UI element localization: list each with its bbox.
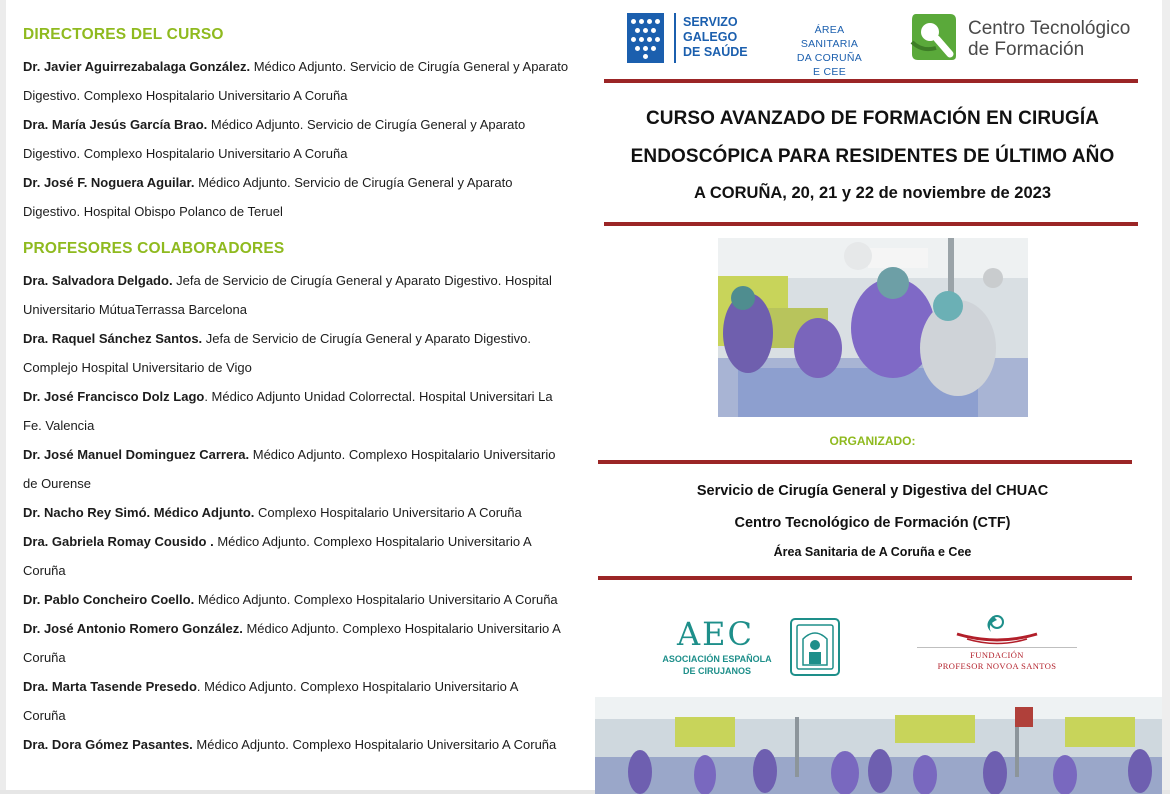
sergas-logo	[627, 13, 867, 78]
fundacion-line: PROFESOR NOVOA SANTOS	[937, 661, 1057, 671]
divider	[917, 647, 1077, 648]
person-role: Médico Adjunto. Complexo Hospitalario Universitario A	[242, 621, 561, 636]
course-title-line: CURSO AVANZADO DE FORMACIÓN EN CIRUGÍA	[645, 108, 1100, 129]
area-sanitaria-wordmark	[792, 23, 867, 79]
person-role: Médico Adjunto. Servicio de Cirugía General y Aparato	[207, 117, 526, 132]
person-affiliation: Coruña	[23, 563, 66, 578]
ctf-wordmark	[968, 18, 1130, 60]
professor-entry	[23, 498, 583, 527]
organized-label: ORGANIZADO:	[829, 434, 916, 448]
ctf-emblem-icon	[910, 12, 958, 62]
person-affiliation: Digestivo. Complexo Hospitalario Universitario A Coruña	[23, 88, 348, 103]
person-name: Dr. Javier Aguirrezabalaga González.	[23, 59, 251, 74]
professors-list	[23, 266, 583, 759]
faculty-column	[23, 18, 583, 759]
professors-heading: PROFESORES COLABORADORES	[23, 240, 285, 257]
person-role: Médico Adjunto. Complexo Hospitalario Universitario	[249, 447, 556, 462]
professor-entry	[23, 672, 583, 730]
course-column	[595, 0, 1162, 794]
divider-rule	[604, 222, 1138, 226]
director-entry	[23, 110, 583, 168]
person-name: Dra. María Jesús García Brao.	[23, 117, 208, 132]
director-entry	[23, 52, 583, 110]
directors-list	[23, 52, 583, 226]
divider	[674, 13, 676, 63]
organizer-line: Centro Tecnológico de Formación (CTF)	[734, 515, 1011, 531]
operating-room-panorama-photo	[595, 697, 1162, 794]
organizer-line: Servicio de Cirugía General y Digestiva del CHUAC	[696, 483, 1049, 499]
professor-entry	[23, 730, 583, 759]
professor-entry	[23, 382, 583, 440]
directors-heading: DIRECTORES DEL CURSO	[23, 26, 224, 43]
aec-line: ASOCIACIÓN ESPAÑOLA	[662, 654, 772, 664]
professor-entry	[23, 440, 583, 498]
person-role: Médico Adjunto. Servicio de Cirugía General y Aparato	[194, 175, 513, 190]
aec-subtitle	[657, 653, 777, 677]
person-name: Dr. José Francisco Dolz Lago	[23, 389, 205, 404]
person-role: Jefa de Servicio de Cirugía General y Aparato Digestivo.	[202, 331, 531, 346]
director-entry	[23, 168, 583, 226]
course-title	[595, 100, 1150, 176]
course-title-line: ENDOSCÓPICA PARA RESIDENTES DE ÚLTIMO AÑO	[630, 146, 1115, 167]
area-line: ÁREA SANITARIA	[800, 24, 859, 50]
professor-entry	[23, 614, 583, 672]
professor-entry	[23, 527, 583, 585]
ctf-line: Centro Tecnológico	[968, 18, 1131, 39]
divider-rule	[604, 79, 1138, 83]
operating-room-photo	[718, 238, 1028, 417]
professor-entry	[23, 324, 583, 382]
person-role: . Médico Adjunto. Complexo Hospitalario Universitario A	[196, 679, 519, 694]
person-role: Médico Adjunto. Complexo Hospitalario Universitario A Coruña	[194, 592, 558, 607]
ctf-logo	[910, 12, 1140, 68]
person-affiliation: Digestivo. Complexo Hospitalario Universitario A Coruña	[23, 146, 348, 161]
person-role: Jefa de Servicio de Cirugía General y Aparato Digestivo. Hospital	[172, 273, 552, 288]
person-affiliation: Complejo Hospital Universitario de Vigo	[23, 360, 252, 375]
person-name: Dr. José Antonio Romero González.	[23, 621, 243, 636]
fundacion-line: FUNDACIÓN	[970, 650, 1024, 660]
page-edge-left	[0, 0, 6, 794]
organizer-line: Área Sanitaria de A Coruña e Cee	[773, 545, 972, 559]
person-role: Médico Adjunto. Complexo Hospitalario Universitario A Coruña	[192, 737, 557, 752]
person-role: Complexo Hospitalario Universitario A Coruña	[254, 505, 522, 520]
person-name: Dr. José F. Noguera Aguilar.	[23, 175, 195, 190]
ctf-line: de Formación	[968, 39, 1085, 60]
sergas-line: DE SAÚDE	[683, 45, 748, 59]
divider-rule	[598, 576, 1132, 580]
sergas-line: GALEGO	[683, 30, 738, 44]
course-date: A CORUÑA, 20, 21 y 22 de noviembre de 2023	[693, 184, 1052, 202]
person-name: Dra. Dora Gómez Pasantes.	[23, 737, 193, 752]
aec-wordmark: AEC	[677, 615, 754, 653]
person-name: Dra. Marta Tasende Presedo	[23, 679, 197, 694]
person-affiliation: Coruña	[23, 650, 66, 665]
person-affiliation: Universitario MútuaTerrassa Barcelona	[23, 302, 247, 317]
fundacion-emblem-icon	[917, 612, 1077, 646]
galicia-emblem-icon	[627, 13, 664, 63]
professor-entry	[23, 266, 583, 324]
person-affiliation: de Ourense	[23, 476, 91, 491]
person-name: Dr. José Manuel Dominguez Carrera.	[23, 447, 250, 462]
person-name: Dr. Pablo Concheiro Coello.	[23, 592, 195, 607]
person-affiliation: Fe. Valencia	[23, 418, 95, 433]
person-role: Médico Adjunto. Servicio de Cirugía General y Aparato	[250, 59, 569, 74]
person-role: Médico Adjunto. Complexo Hospitalario Universitario A	[213, 534, 532, 549]
person-role: . Médico Adjunto Unidad Colorrectal. Hospital Universitari La	[204, 389, 553, 404]
aec-logo	[657, 615, 842, 679]
page-edge-right	[1162, 0, 1170, 794]
person-name: Dra. Salvadora Delgado.	[23, 273, 173, 288]
person-name: Dra. Gabriela Romay Cousido .	[23, 534, 214, 549]
area-line: DA CORUÑA E CEE	[796, 52, 863, 78]
aec-seal-icon	[789, 617, 841, 677]
person-affiliation: Digestivo. Hospital Obispo Polanco de Teruel	[23, 204, 283, 219]
person-affiliation: Coruña	[23, 708, 66, 723]
divider-rule	[598, 460, 1132, 464]
person-name: Dr. Nacho Rey Simó. Médico Adjunto.	[23, 505, 255, 520]
fundacion-logo	[917, 612, 1077, 677]
fundacion-wordmark	[917, 650, 1077, 672]
aec-line: DE CIRUJANOS	[682, 666, 751, 676]
sergas-line: SERVIZO	[683, 15, 738, 29]
sergas-wordmark	[683, 15, 748, 60]
professor-entry	[23, 585, 583, 614]
person-name: Dra. Raquel Sánchez Santos.	[23, 331, 203, 346]
